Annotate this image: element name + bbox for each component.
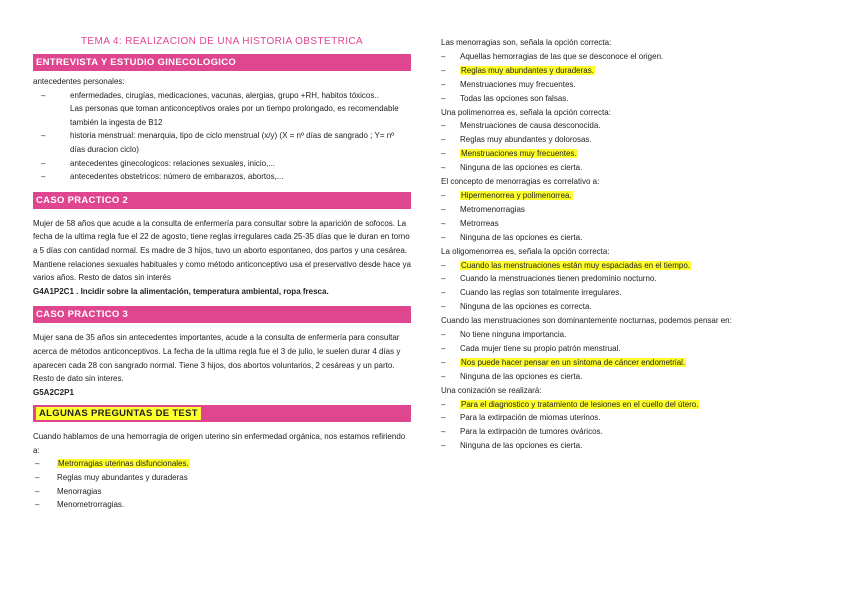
option-item: – Metromenorragias	[441, 204, 525, 214]
option-item: – Menstruaciones de causa desconocida.	[441, 121, 601, 131]
section-heading-caso-3: CASO PRACTICO 3	[33, 306, 411, 323]
highlighted-answer: Para el diagnostico y tratamiento de lesiones en el cuello del útero.	[461, 399, 699, 409]
option-item: – Nos puede hacer pensar en un síntoma de cáncer endometrial.	[441, 357, 686, 367]
option-item: – Aquellas hemorragias de las que se desconoce el origen.	[441, 51, 664, 61]
option-item: – Menorragias	[35, 486, 102, 496]
option-item: – Menstruaciones muy frecuentes.	[441, 149, 577, 159]
intro-text: antecedentes personales:	[33, 77, 125, 86]
case-3-code: G5A2C2P1	[33, 387, 74, 397]
question-6: Cuando las menstruaciones son dominantemente nocturnas, podemos pensar en:	[441, 316, 732, 326]
section-heading-caso-2: CASO PRACTICO 2	[33, 192, 411, 209]
option-item: – Para la extirpación de tumores ováricos.	[441, 427, 603, 437]
highlighted-answer: Hipermenorrea y polimenorrea.	[461, 190, 572, 200]
option-item: – Reglas muy abundantes y duraderas.	[441, 65, 594, 75]
question-4: El concepto de menorragias es correlativo a:	[441, 177, 600, 187]
option-item: – Ninguna de las opciones es cierta.	[441, 371, 583, 381]
list-item: – historia menstrual: menarquia, tipo de ciclo menstrual (x/y) (X = nº días de sangrado ; Y= nº días duracion ciclo)	[41, 131, 395, 154]
option-item: – Menstruaciones muy frecuentes.	[441, 79, 576, 89]
option-item: – Para el diagnostico y tratamiento de lesiones en el cuello del útero.	[441, 399, 699, 409]
question-1: Cuando hablamos de una hemorragia de origen uterino sin enfermedad orgánica, nos estamos refiriendo a:	[33, 432, 406, 455]
option-item: – Ninguna de las opciones es correcta.	[441, 302, 592, 312]
list-item: – enfermedades, cirugías, medicaciones, vacunas, alergias, grupo +RH, habitos tóxicos..	[41, 90, 379, 100]
highlighted-answer: Nos puede hacer pensar en un síntoma de cáncer endometrial.	[461, 357, 686, 367]
option-item: – Ninguna de las opciones es cierta.	[441, 441, 583, 451]
option-item: – Reglas muy abundantes y duraderas	[35, 473, 188, 483]
highlighted-answer: Reglas muy abundantes y duraderas.	[461, 65, 594, 75]
option-item: – Ninguna de las opciones es cierta.	[441, 232, 583, 242]
option-item: – Para la extirpación de miomas uterinos.	[441, 413, 601, 423]
case-3-text: Mujer sana de 35 años sin antecedentes importantes, acude a la consulta de enfermería para consultar acerca de métodos anticonceptivos. La fecha de la ultima regla fue el 3 de julio, le suelen durar 4 días y aparecen cada 28 con sangrado normal. Tiene 3 hijos, dos abortos voluntarios, 2 cesáreas y un parto. Resto de dato sin interes.	[33, 333, 401, 384]
option-item: – Hipermenorrea y polimenorrea.	[441, 190, 572, 200]
note-text: Las personas que toman anticonceptivos orales por un tiempo prolongado, es recomendable también la ingesta de B12	[70, 104, 399, 127]
option-item: – No tiene ninguna importancia.	[441, 330, 567, 340]
page-title: TEMA 4: REALIZACION DE UNA HISTORIA OBSTETRICA	[80, 36, 364, 47]
question-5: La oligomenorrea es, señala la opción correcta:	[441, 246, 610, 256]
list-item: – antecedentes ginecologicos: relaciones sexuales, inicio,...	[41, 158, 276, 168]
option-item: – Cuando la menstruaciones tienen predominio nocturno.	[441, 274, 657, 284]
question-7: Una conización se realizará:	[441, 385, 542, 395]
option-item: – Metrorreas	[441, 218, 499, 228]
option-item: – Cada mujer tiene su propio patrón menstrual.	[441, 343, 621, 353]
option-item: – Reglas muy abundantes y dolorosas.	[441, 135, 592, 145]
left-column	[33, 36, 411, 512]
question-3: Una polimenorrea es, señala la opción correcta:	[441, 107, 611, 117]
list-item: – antecedentes obstetricos: número de embarazos, abortos,...	[41, 172, 284, 182]
option-item: – Menometrorragias.	[35, 500, 125, 510]
highlighted-answer: Metrorragias uterinas disfuncionales.	[58, 459, 189, 469]
option-item: – Todas las opciones son falsas.	[441, 93, 569, 103]
option-item: – Metrorragias uterinas disfuncionales.	[35, 459, 189, 469]
right-column	[441, 36, 821, 453]
question-2: Las menorragias son, señala la opción correcta:	[441, 38, 612, 47]
option-item: – Ninguna de las opciones es cierta.	[441, 163, 583, 173]
section-heading-test: ALGUNAS PREGUNTAS DE TEST	[33, 405, 411, 422]
option-item: – Cuando las menstruaciones están muy espaciadas en el tiempo.	[441, 260, 691, 270]
case-2-code: G4A1P2C1 . Incidir sobre la alimentación, temperatura ambiental, ropa fresca.	[33, 286, 329, 296]
case-2-text: Mujer de 58 años que acude a la consulta de enfermería para consultar sobre la aparición de sofocos. La fecha de la ultima regla fue el 22 de agosto, tiene reglas irregulares cada 25-35 días que le duran en torno a 5 días con cantidad normal. Es madre de 3 hijos, tuvo un aborto espontaneo, dos partos y una cesárea. Mantiene relaciones sexuales habituales y como método anticonceptivo usa el preservativo desde hace ya varios años. Resto de datos sin interés	[33, 218, 411, 283]
option-item: – Cuando las reglas son totalmente irregulares.	[441, 288, 622, 298]
highlighted-answer: Cuando las menstruaciones están muy espaciadas en el tiempo.	[461, 260, 691, 270]
highlighted-answer: Menstruaciones muy frecuentes.	[461, 149, 577, 159]
section-heading-entrevista: ENTREVISTA Y ESTUDIO GINECOLOGICO	[33, 54, 411, 71]
